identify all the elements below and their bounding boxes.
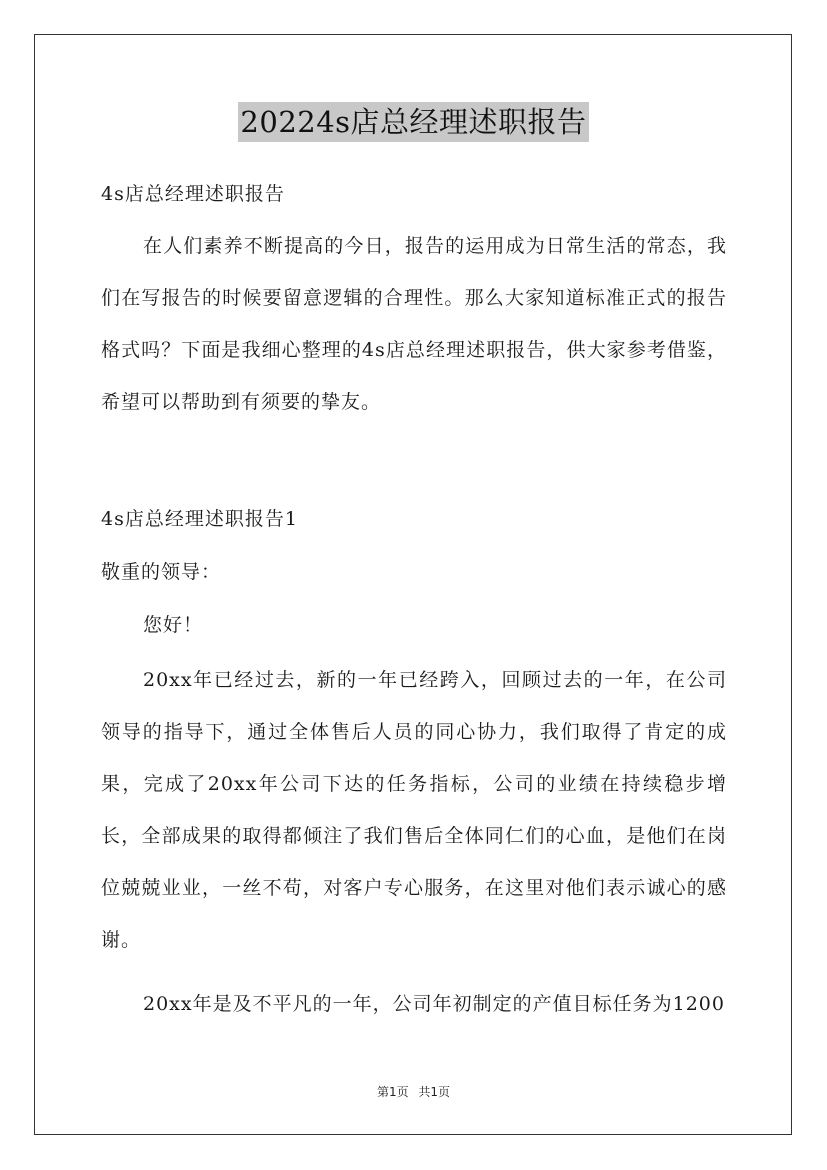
section-heading: 4s店总经理述职报告1 [101,508,298,530]
document-title: 20224s店总经理述职报告 [238,102,588,142]
body-paragraph-2: 20xx年是及不平凡的一年，公司年初制定的产值目标任务为1200 [143,993,725,1015]
body-paragraph-1: 20xx年已经过去，新的一年已经跨入，回顾过去的一年，在公司领导的指导下，通过全体售后人员的同心协力，我们取得了肯定的成果，完成了20xx年公司下达的任务指标，公司的业绩在持续稳步增长，全部成果的取得都倾注了我们售后全体同仁们的心血，是他们在岗位兢兢业业，一丝不苟，对客户专心服务，在这里对他们表示诚心的感谢。 [101,669,727,951]
page-footer [0,1083,827,1100]
page-number: 第1页 [376,1085,409,1099]
title-container [0,102,827,142]
salutation: 敬重的领导： [101,561,222,583]
document-subtitle: 4s店总经理述职报告 [101,183,285,205]
intro-paragraph: 在人们素养不断提高的今日，报告的运用成为日常生活的常态，我们在写报告的时候要留意逻辑的合理性。那么大家知道标准正式的报告格式吗？下面是我细心整理的4s店总经理述职报告，供大家参考借鉴，希望可以帮助到有须要的挚友。 [101,235,727,413]
greeting: 您好！ [143,614,204,636]
page-total: 共1页 [418,1085,451,1099]
